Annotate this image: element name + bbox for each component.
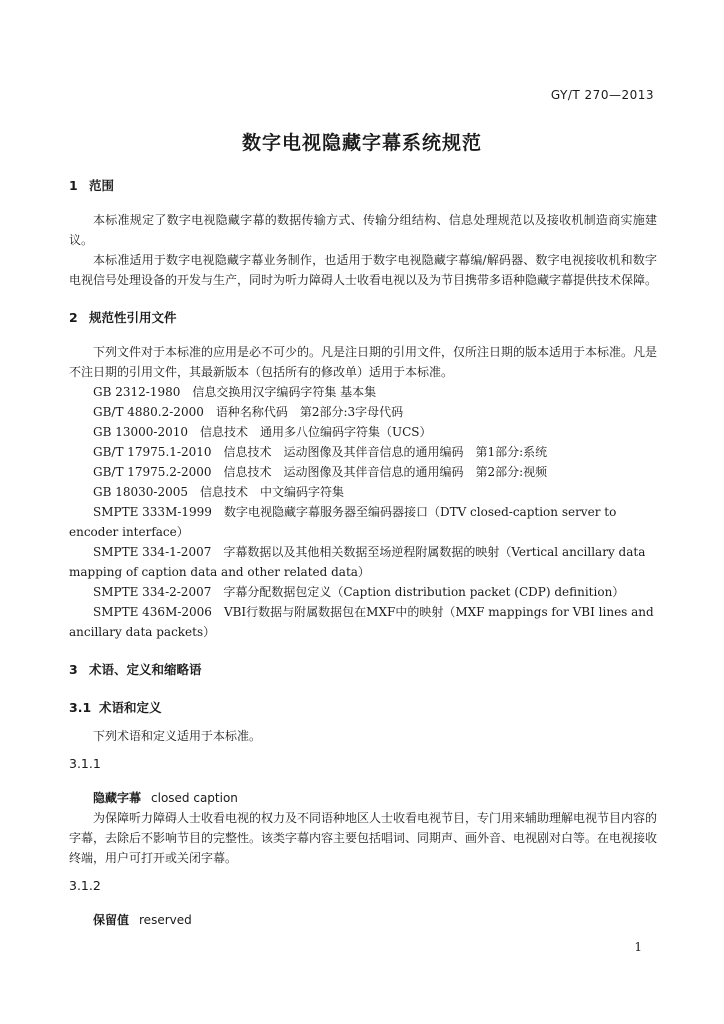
document-title: 数字电视隐藏字幕系统规范 [241, 132, 482, 154]
subsection-heading-terms-definitions [69, 698, 657, 718]
section-title: 规范性引用文件 [89, 310, 177, 325]
term-entry [69, 910, 657, 930]
reference-item: SMPTE 436M-2006 VBI行数据与附属数据包在MXF中的映射（MXF mappings for VBI lines and ancillary data packets） [69, 605, 654, 639]
subsection-title: 术语和定义 [99, 700, 162, 715]
reference-item: SMPTE 334-2-2007 字幕分配数据包定义（Caption distribution packet (CDP) definition） [93, 585, 625, 599]
section-number: 1 [69, 178, 78, 193]
reference-item: GB 2312-1980 信息交换用汉字编码字符集 基本集 [93, 385, 377, 399]
term-definition: 为保障听力障碍人士收看电视的权力及不同语种地区人士收看电视节目，专门用来辅助理解电视节目内容的字幕，去除后不影响节目的完整性。该类字幕内容主要包括唱词、同期声、画外音、电视剧对白等。在电视接收终端，用户可打开或关闭字幕。 [69, 811, 658, 865]
paragraph: 下列文件对于本标准的应用是必不可少的。凡是注日期的引用文件，仅所注日期的版本适用于本标准。凡是不注日期的引用文件，其最新版本（包括所有的修改单）适用于本标准。 [69, 345, 658, 379]
document-body [69, 176, 657, 930]
reference-item: GB/T 17975.2-2000 信息技术 运动图像及其伴音信息的通用编码 第2部分:视频 [93, 465, 548, 479]
subsection-number: 3.1 [69, 700, 92, 715]
reference-item: SMPTE 334-1-2007 字幕数据以及其他相关数据至场逆程附属数据的映射（Vertical ancillary data mapping of caption data and other related data） [69, 545, 646, 579]
section-heading-normative-references [69, 308, 657, 328]
paragraph: 本标准适用于数字电视隐藏字幕业务制作，也适用于数字电视隐藏字幕编/解码器、数字电视接收机和数字电视信号处理设备的开发与生产，同时为听力障碍人士收看电视以及为节目携带多语种隐藏字幕提供技术保障。 [69, 253, 658, 287]
section-number: 2 [69, 310, 78, 325]
term-english: reserved [139, 913, 192, 927]
term-chinese: 保留值 [93, 913, 130, 927]
reference-item: GB 18030-2005 信息技术 中文编码字符集 [93, 485, 344, 499]
reference-item: SMPTE 333M-1999 数字电视隐藏字幕服务器至编码器接口（DTV closed-caption server to encoder interface） [69, 505, 617, 539]
section-title: 术语、定义和缩略语 [89, 662, 202, 677]
paragraph: 下列术语和定义适用于本标准。 [93, 729, 262, 743]
section-number: 3 [69, 662, 78, 677]
standard-code: GY/T 270—2013 [550, 88, 654, 102]
section-heading-terms [69, 660, 657, 680]
term-number: 3.1.2 [69, 878, 101, 893]
term-entry [69, 788, 657, 808]
term-chinese: 隐藏字幕 [93, 791, 142, 805]
reference-item: GB/T 17975.1-2010 信息技术 运动图像及其伴音信息的通用编码 第1部分:系统 [93, 445, 548, 459]
paragraph: 本标准规定了数字电视隐藏字幕的数据传输方式、传输分组结构、信息处理规范以及接收机制造商实施建议。 [69, 213, 657, 247]
reference-item: GB/T 4880.2-2000 语种名称代码 第2部分:3字母代码 [93, 405, 404, 419]
section-title: 范围 [89, 178, 115, 193]
page-number: 1 [634, 940, 642, 954]
section-heading-scope [69, 176, 657, 196]
term-number: 3.1.1 [69, 756, 101, 771]
term-english: closed caption [151, 791, 238, 805]
reference-item: GB 13000-2010 信息技术 通用多八位编码字符集（UCS） [93, 425, 432, 439]
